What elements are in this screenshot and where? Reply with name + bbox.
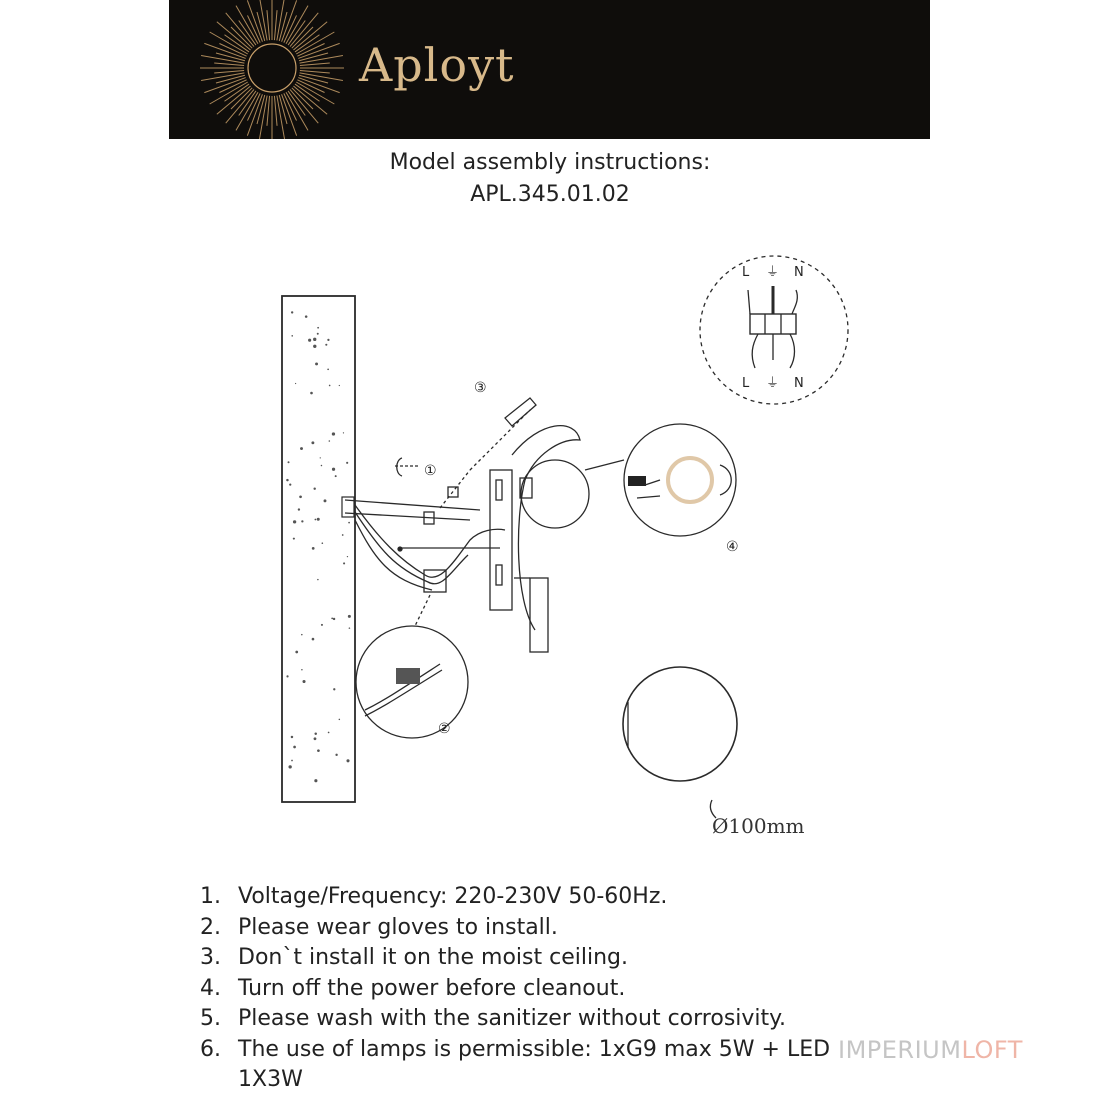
svg-text:L: L bbox=[742, 376, 750, 391]
svg-text:N: N bbox=[794, 265, 804, 280]
diameter-label: Ø100mm bbox=[712, 814, 805, 838]
svg-text:L: L bbox=[742, 265, 750, 280]
lamp-fixture-icon bbox=[490, 426, 589, 652]
list-item: 5. Please wash with the sanitizer without corrosivity. bbox=[200, 1006, 787, 1031]
svg-text:N: N bbox=[794, 376, 804, 391]
bulb-detail bbox=[585, 424, 736, 536]
callout-3: ③ bbox=[474, 380, 487, 396]
wiring-diagram bbox=[700, 256, 848, 404]
mounting-screws bbox=[342, 398, 536, 551]
list-item: 2. Please wear gloves to install. bbox=[200, 914, 558, 940]
rotate-arrow-icon bbox=[397, 458, 402, 476]
instruction-notes bbox=[200, 882, 878, 1096]
callout-2: ② bbox=[438, 721, 451, 737]
list-item: 3. Don`t install it on the moist ceiling. bbox=[200, 945, 628, 970]
list-item: 1. Voltage/Frequency: 220-230V 50-60Hz. bbox=[200, 884, 668, 909]
svg-text:⏚: ⏚ bbox=[766, 376, 780, 391]
list-item: 6. The use of lamps is permissible: 1xG9 max 5W + LED 1X3W bbox=[200, 1036, 831, 1092]
instructions-title: Model assembly instructions: bbox=[389, 150, 711, 175]
watermark: IMPERIUMLOFT bbox=[838, 1036, 1023, 1064]
list-item: 4. Turn off the power before cleanout. bbox=[200, 975, 626, 1001]
svg-text:⏚: ⏚ bbox=[766, 265, 780, 280]
model-number: APL.345.01.02 bbox=[470, 182, 630, 207]
globe-shade-icon bbox=[623, 667, 737, 818]
callout-1: ① bbox=[424, 463, 437, 479]
wall-plate-icon bbox=[282, 296, 355, 802]
wire-connector-icon bbox=[396, 668, 420, 684]
brand-logo-text: Aployt bbox=[359, 38, 515, 92]
connector-detail bbox=[356, 595, 468, 738]
callout-4: ④ bbox=[726, 539, 739, 555]
